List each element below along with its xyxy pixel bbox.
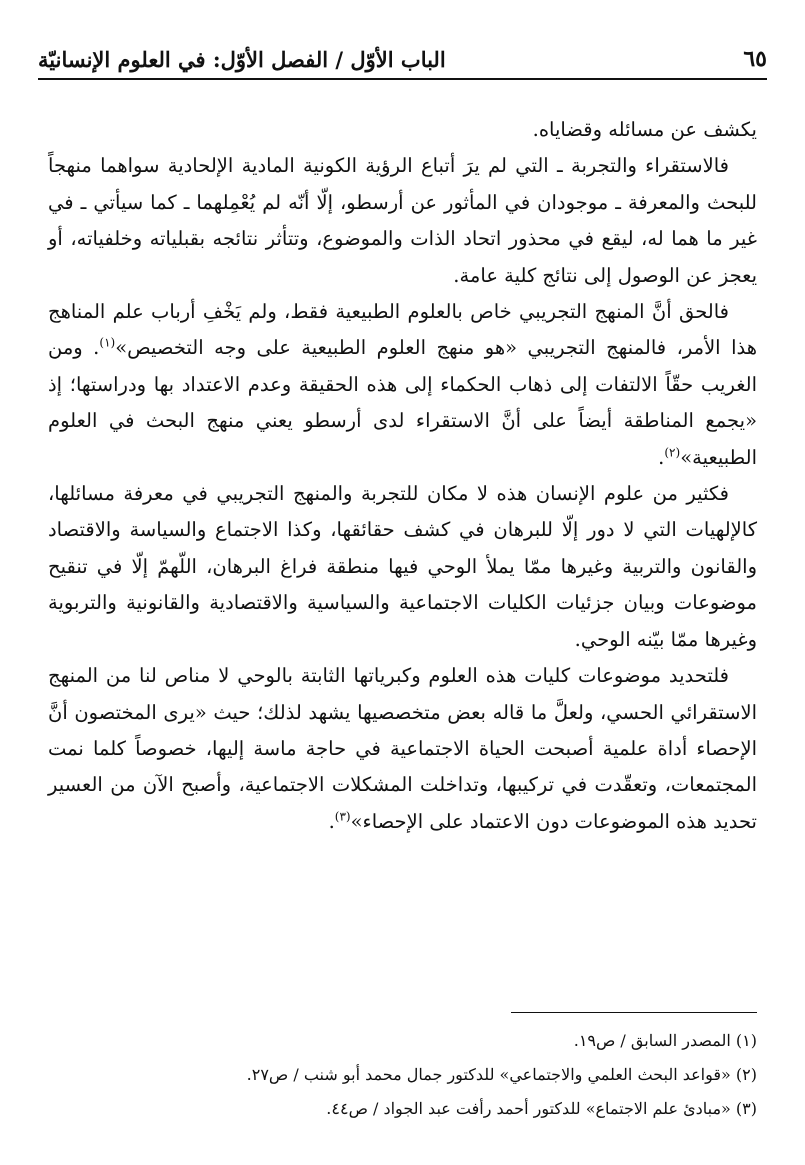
chapter-title: الباب الأوّل / الفصل الأوّل: في العلوم الإنسانيّة [38,47,446,72]
paragraph: فلتحديد موضوعات كليات هذه العلوم وكبرياتها الثابتة بالوحي لا مناص لنا من المنهج الاستقرائي الحسي، ولعلَّ ما قاله بعض متخصصيها يشهد لذلك؛ حيث «يرى المختصون أنَّ الإحصاء أداة علمية أصبحت الحياة الاجتماعية في حاجة ماسة إليها، خصوصاً كلما نمت المجتمعات، وتعقّدت في تركيبها، وتداخلت المشكلات الاجتماعية، وأصبح الآن من العسير تحديد هذه الموضوعات دون الاعتماد على الإحصاء»$^{(٣)}$. [48,664,757,833]
footnotes [48,1024,757,1126]
footnote: (٢) «قواعد البحث العلمي والاجتماعي» للدكتور جمال محمد أبو شنب / ص٢٧. [246,1065,757,1084]
page-number: ٦٥ [743,46,767,72]
header-rule [38,78,767,80]
paragraph: فالحق أنَّ المنهج التجريبي خاص بالعلوم الطبيعية فقط، ولم يَخْفِ أرباب علم المناهج هذا الأمر، فالمنهج التجريبي «هو منهج العلوم الطبيعية على وجه التخصيص»$^{(١)}$. ومن الغريب حقّاً الالتفات إلى ذهاب الحكماء إلى هذه الحقيقة وعدم الاعتداد بها ودراستها؛ إذ «يجمع المناطقة أيضاً على أنَّ الاستقراء لدى أرسطو يعني منهج البحث في العلوم الطبيعية»$^{(٢)}$. [48,300,757,469]
footnote: (١) المصدر السابق / ص١٩. [573,1031,757,1050]
footnote-ref: (١) [99,335,116,350]
paragraph: فالاستقراء والتجربة ـ التي لم يرَ أتباع الرؤية الكونية المادية الإلحادية سواهما منهجاً للبحث والمعرفة ـ موجودان في المأثور عن أرسطو، إلّا أنّه لم يُعْمِلهما ـ كما سيأتي ـ في غير ما هما له، ليقع في محذور اتحاد الذات والموضوع، وتتأثر نتائجه بقبلياته وخلفياته، أو يعجز عن الوصول إلى نتائج كلية عامة. [48,154,757,287]
footnote: (٣) «مبادئ علم الاجتماع» للدكتور أحمد رأفت عبد الجواد / ص٤٤. [326,1099,757,1118]
footnote-ref: (٣) [334,809,351,824]
paragraph: فكثير من علوم الإنسان هذه لا مكان للتجربة والمنهج التجريبي في معرفة مسائلها، كالإلهيات التي لا دور إلّا للبرهان في كشف حقائقها، وكذا الاجتماع والسياسة والاقتصاد والقانون والتربية وغيرها ممّا يملأ الوحي فيها منطقة فراغ البرهان، اللّهمّ إلّا في تنقيح موضوعات وبيان جزئيات الكليات الاجتماعية والسياسية والاقتصادية والقانونية والتربوية وغيرها ممّا بيّنه الوحي. [48,482,757,651]
paragraph: يكشف عن مسائله وقضاياه. [532,118,757,141]
footnote-ref: (٢) [664,445,681,460]
running-header [38,28,767,72]
footnote-rule [511,1012,757,1013]
body-text [48,112,757,840]
